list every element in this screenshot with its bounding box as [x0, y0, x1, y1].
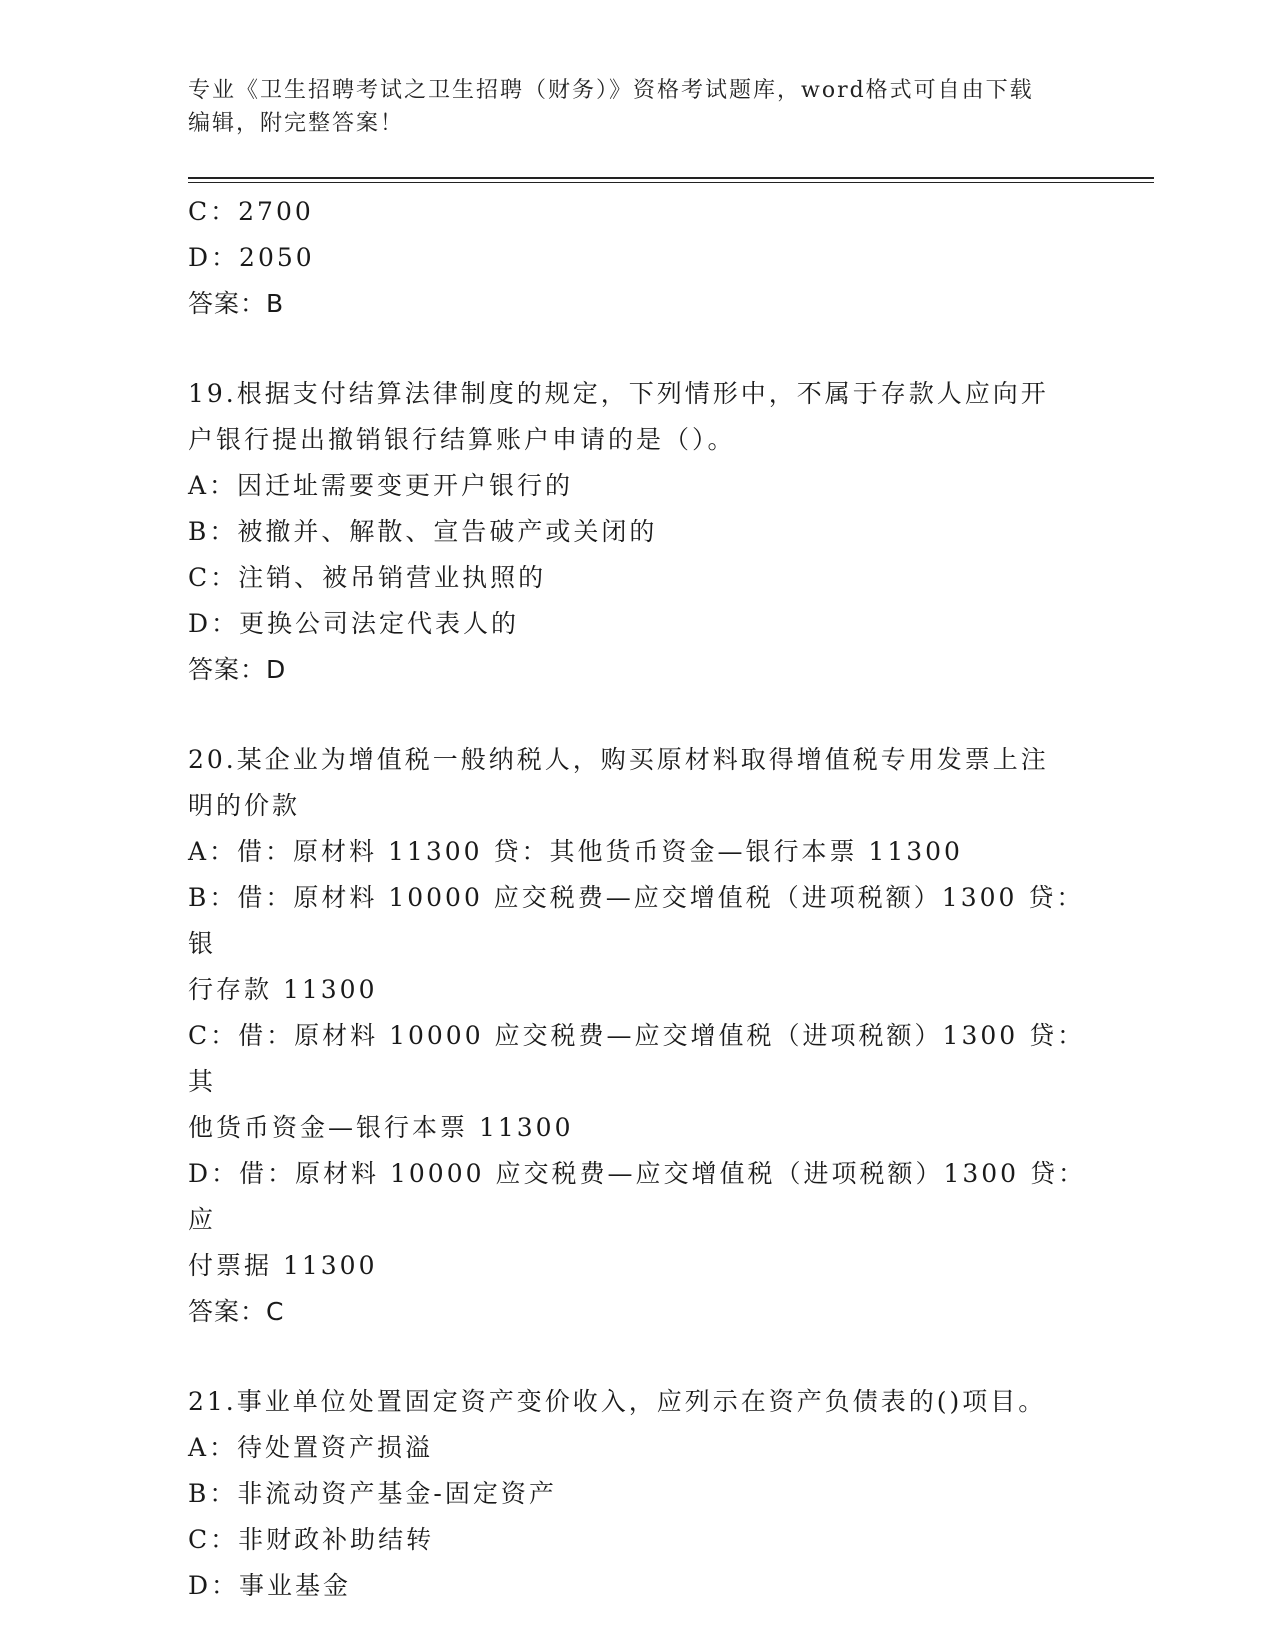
- header-line-2: 编辑，附完整答案！: [188, 111, 405, 136]
- option-d: D：借：原材料 10000 应交税费—应交增值税（进项税额）1300 贷：应: [188, 1159, 1087, 1234]
- option-c: C：注销、被吊销营业执照的: [188, 563, 547, 592]
- option-a: A：待处置资产损溢: [188, 1433, 434, 1462]
- question-stem-continued: 明的价款: [188, 791, 301, 820]
- spacer: [188, 693, 1088, 737]
- option-b: B：非流动资产基金-固定资产: [188, 1479, 557, 1508]
- question-20: [188, 737, 1088, 1335]
- question-stem: 19.根据支付结算法律制度的规定，下列情形中，不属于存款人应向开: [188, 379, 1049, 408]
- question-stem: 20.某企业为增值税一般纳税人，购买原材料取得增值税专用发票上注: [188, 745, 1049, 774]
- option-c: C：非财政补助结转: [188, 1525, 435, 1554]
- option-d: D：2050: [188, 243, 315, 272]
- option-a: A：因迁址需要变更开户银行的: [188, 471, 574, 500]
- answer-line: 答案：D: [188, 655, 287, 684]
- header-rule-thin: [188, 182, 1154, 183]
- answer-line: 答案：C: [188, 1297, 285, 1326]
- previous-question-block: [188, 189, 1088, 327]
- answer-line: 答案：B: [188, 289, 285, 318]
- header-line-1: 专业《卫生招聘考试之卫生招聘（财务）》资格考试题库，word格式可自由下载: [188, 78, 1034, 103]
- option-d: D：更换公司法定代表人的: [188, 609, 520, 638]
- option-c-continued: 他货币资金—银行本票 11300: [188, 1113, 574, 1142]
- page-header: [188, 74, 1068, 140]
- question-21: [188, 1379, 1088, 1609]
- question-stem: 21.事业单位处置固定资产变价收入，应列示在资产负债表的()项目。: [188, 1387, 1047, 1416]
- question-content: [188, 189, 1088, 1609]
- question-stem-continued: 户银行提出撤销银行结算账户申请的是（）。: [188, 425, 736, 454]
- option-a: A：借：原材料 11300 贷：其他货币资金—银行本票 11300: [188, 837, 963, 866]
- spacer: [188, 327, 1088, 371]
- option-c: C：2700: [188, 197, 314, 226]
- option-d-continued: 付票据 11300: [188, 1251, 378, 1280]
- spacer: [188, 1335, 1088, 1379]
- option-b: B：借：原材料 10000 应交税费—应交增值税（进项税额）1300 贷：银: [188, 883, 1085, 958]
- option-c: C：借：原材料 10000 应交税费—应交增值税（进项税额）1300 贷：其: [188, 1021, 1086, 1096]
- option-d: D：事业基金: [188, 1571, 352, 1600]
- option-b-continued: 行存款 11300: [188, 975, 378, 1004]
- header-rule-thick: [188, 177, 1154, 179]
- option-b: B：被撤并、解散、宣告破产或关闭的: [188, 517, 658, 546]
- question-19: [188, 371, 1088, 693]
